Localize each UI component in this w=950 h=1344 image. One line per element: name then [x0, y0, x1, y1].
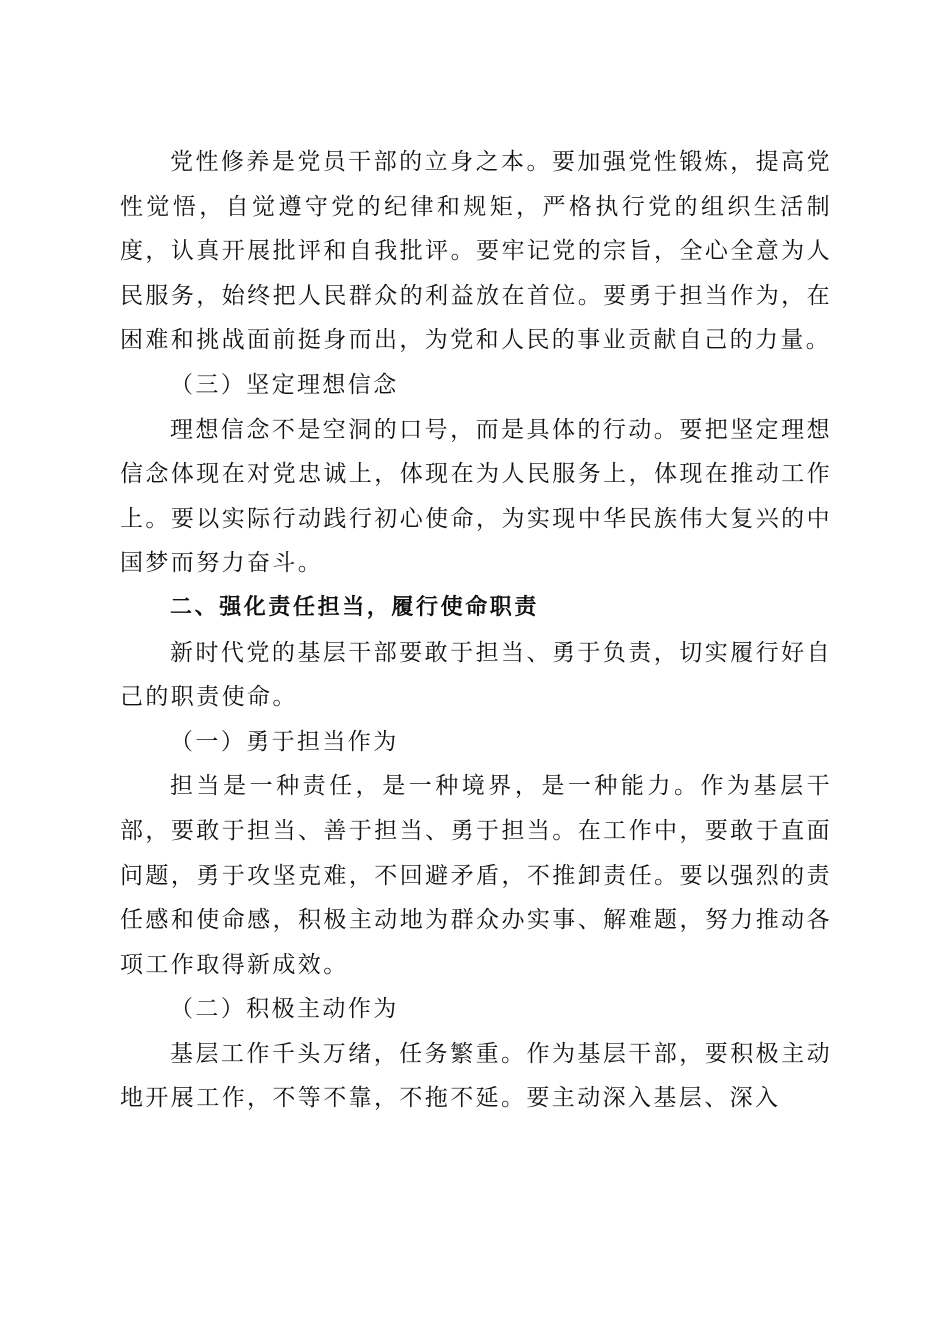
heading-strengthen-responsibility: 二、强化责任担当，履行使命职责	[170, 594, 540, 620]
subheading-firm-ideals: （三）坚定理想信念	[170, 371, 399, 398]
paragraph-responsibility: 担当是一种责任，是一种境界，是一种能力。作为基层干部，要敢于担当、善于担当、勇于担当。在工作中，要敢于直面问题，勇于攻坚克难，不回避矛盾，不推卸责任。要以强烈的责任感和使命感，积极主动地为群众办实事、解难题，努力推动各项工作取得新成效。	[120, 773, 832, 978]
paragraph-party-cultivation: 党性修养是党员干部的立身之本。要加强党性锻炼，提高党性觉悟，自觉遵守党的纪律和规矩，严格执行党的组织生活制度，认真开展批评和自我批评。要牢记党的宗旨，全心全意为人民服务，始终把人民群众的利益放在首位。要勇于担当作为，在困难和挑战面前挺身而出，为党和人民的事业贡献自己的力量。	[120, 149, 832, 354]
subheading-take-responsibility: （一）勇于担当作为	[170, 728, 399, 755]
subheading-proactive-action: （二）积极主动作为	[170, 996, 399, 1023]
paragraph-ideals-belief: 理想信念不是空洞的口号，而是具体的行动。要把坚定理想信念体现在对党忠诚上，体现在为人民服务上，体现在推动工作上。要以实际行动践行初心使命，为实现中华民族伟大复兴的中国梦而努力奋斗。	[120, 416, 832, 577]
document-page	[120, 140, 832, 1121]
paragraph-grassroots-cadres: 新时代党的基层干部要敢于担当、勇于负责，切实履行好自己的职责使命。	[120, 639, 832, 711]
paragraph-grassroots-work: 基层工作千头万绪，任务繁重。作为基层干部，要积极主动地开展工作，不等不靠，不拖不延。要主动深入基层、深入	[120, 1040, 832, 1112]
